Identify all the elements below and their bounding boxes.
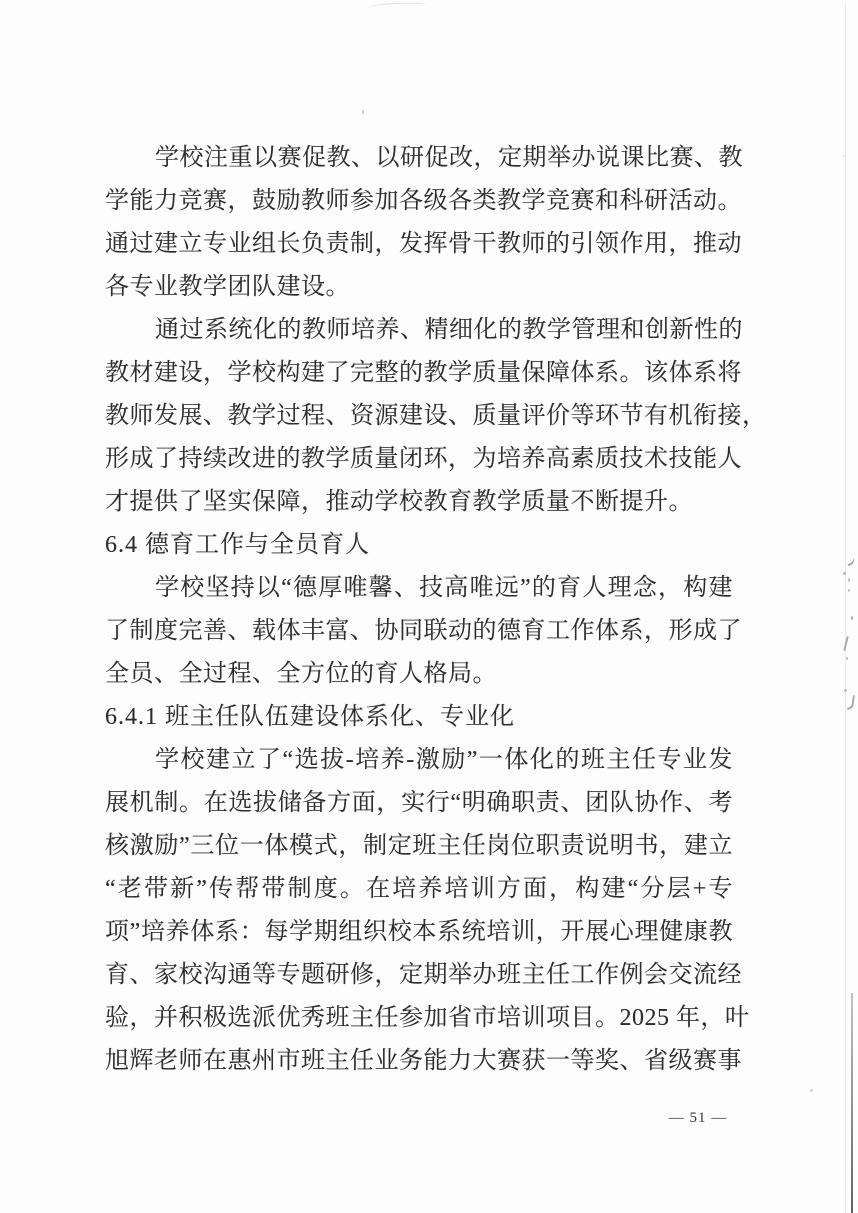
text-line: 学校建立了“选拔-培养-激励”一体化的班主任专业发 [155,747,733,773]
text-line: 教材建设，学校构建了完整的教学质量保障体系。该体系将 [105,360,742,386]
scan-speck [843,155,845,157]
text-line: 各专业教学团队建设。 [105,274,350,300]
text-line: 学能力竞赛，鼓励教师参加各级各类教学竞赛和科研活动。 [105,188,742,214]
text-line: 全员、全过程、全方位的育人格局。 [105,661,497,687]
text-line: 验，并积极选派优秀班主任参加省市培训项目。2025 年，叶 [105,1005,750,1031]
scan-smudge-dot [851,616,853,620]
text-line: 学校坚持以“德厚唯馨、技高唯远”的育人理念，构建 [155,575,733,601]
text-line: 育、家校沟通等专题研修，定期举办班主任工作例会交流经 [105,962,742,988]
page-number: — 51 — [668,1110,728,1126]
scan-smudge-dot [848,578,850,582]
text-line: 教师发展、教学过程、资源建设、质量评价等环节有机衔接， [105,403,767,429]
text-line: 形成了持续改进的教学质量闭环，为培养高素质技术技能人 [105,446,742,472]
section-heading: 6.4.1 班主任队伍建设体系化、专业化 [105,704,515,730]
scan-smudge-dot [844,689,847,692]
scan-edge-line-light [845,4,846,1213]
scan-smudge-dot [846,657,848,660]
text-line: 了制度完善、载体丰富、协同联动的德育工作体系，形成了 [105,618,742,644]
text-line: “老带新”传帮带制度。在培养培训方面，构建“分层+专 [105,876,733,902]
text-line: 旭辉老师在惠州市班主任业务能力大赛获一等奖、省级赛事 [105,1048,742,1074]
text-line: 通过建立专业组长负责制，发挥骨干教师的引领作用，推动 [105,231,742,257]
text-line: 展机制。在选拔储备方面，实行“明确职责、团队协作、考 [105,790,733,816]
scan-smudge-top [368,2,426,12]
scan-speck [362,110,364,114]
text-line: 学校注重以赛促教、以研促改，定期举办说课比赛、教 [155,145,743,171]
scan-smudge-curve [845,555,857,567]
page-content [105,137,767,1083]
section-heading: 6.4 德育工作与全员育人 [105,532,370,558]
text-line: 项”培养体系：每学期组织校本系统培训，开展心理健康教 [105,919,733,945]
text-line: 通过系统化的教师培养、精细化的教学管理和创新性的 [155,317,743,343]
scan-smudge-dot [843,572,846,575]
text-line: 核激励”三位一体模式，制定班主任岗位职责说明书，建立 [105,833,733,859]
text-line: 才提供了坚实保障，推动学校教育教学质量不断提升。 [105,489,693,515]
scan-smudge-dot [848,589,850,592]
scan-edge-line-dark [851,993,853,1213]
scan-speck [810,1089,813,1092]
scan-smudge-mark [847,695,855,711]
